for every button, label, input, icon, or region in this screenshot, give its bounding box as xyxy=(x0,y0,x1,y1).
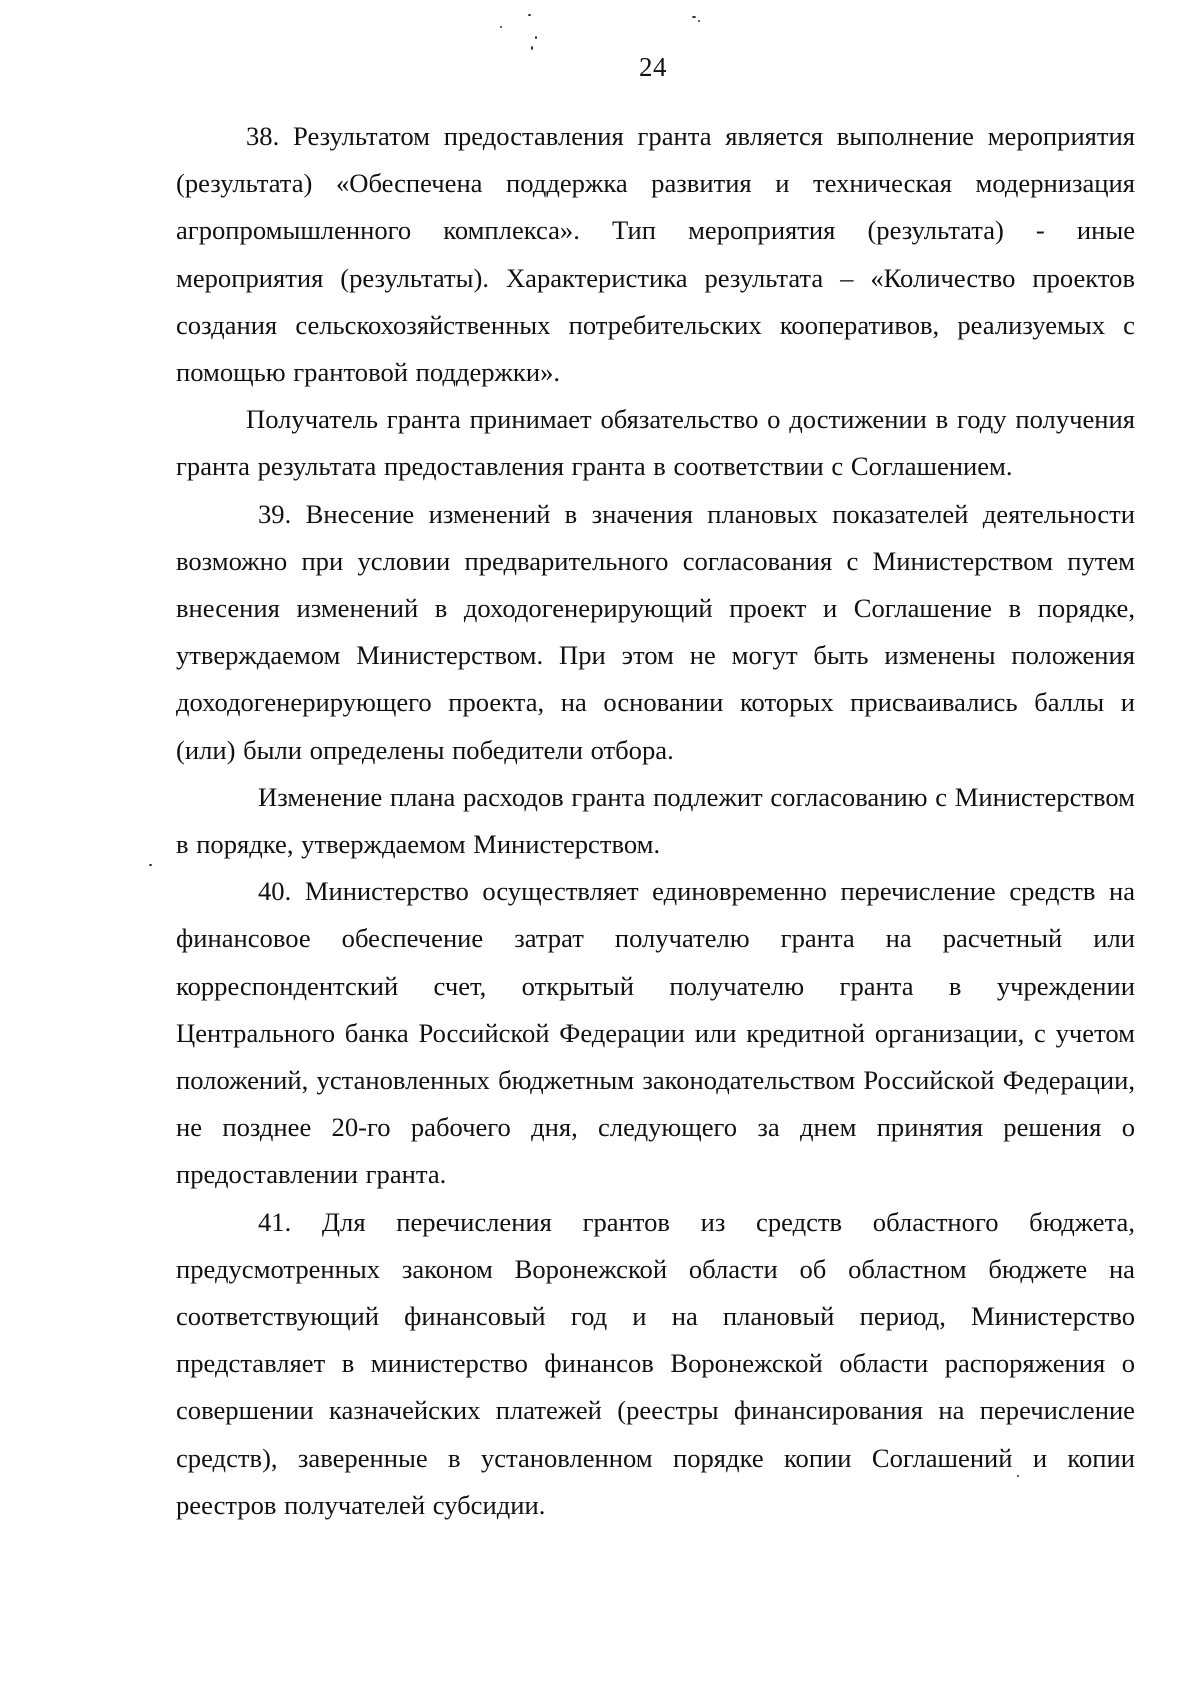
paragraph-40: 40. Министерство осуществляет единовременно перечисление средств на финансовое обеспечение затрат получателю гранта на расчетный или корреспондентский счет, открытый получателю гранта в учреждении Центрального банка Российской Федерации или кредитной организации, с учетом положений, установленных бюджетным законодательством Российской Федерации, не позднее 20-го рабочего дня, следующего за днем принятия решения о предоставлении гранта. xyxy=(176,876,1135,1190)
paragraph-41: 41. Для перечисления грантов из средств областного бюджета, предусмотренных законом Воронежской области об областном бюджете на соответствующий финансовый год и на плановый период, Министерство представляет в министерство финансов Воронежской области распоряжения о совершении казначейских платежей (реестры финансирования на перечисление средств), заверенные в установленном порядке копии Соглашений и копии реестров получателей субсидии. xyxy=(176,1206,1135,1520)
paragraph-38-obligation: Получатель гранта принимает обязательство о достижении в году получения гранта результата предоставления гранта в соответствии с Соглашением. xyxy=(176,404,1135,482)
paragraph-39-expense-plan: Изменение плана расходов гранта подлежит согласованию с Министерством в порядке, утверждаемом Министерством. xyxy=(176,781,1135,860)
page-number: 24 xyxy=(639,52,667,82)
paragraph-39: 39. Внесение изменений в значения плановых показателей деятельности возможно при условии предварительного согласования с Министерством путем внесения изменений в доходогенерирующий проект и Соглашение в порядке, утверждаемом Министерством. При этом не могут быть изменены положения доходогенерирующего проекта, на основании которых присваивались баллы и (или) были определены победители отбора. xyxy=(176,498,1135,765)
paragraph-38: 38. Результатом предоставления гранта является выполнение мероприятия (результата) «Обеспечена поддержка развития и техническая модернизация агропромышленного комплекса». Тип мероприятия (результата) - иные мероприятия (результаты). Характеристика результата – «Количество проектов создания сельскохозяйственных потребительских кооперативов, реализуемых с помощью грантовой поддержки». xyxy=(176,121,1135,388)
document-body xyxy=(176,113,1135,1529)
